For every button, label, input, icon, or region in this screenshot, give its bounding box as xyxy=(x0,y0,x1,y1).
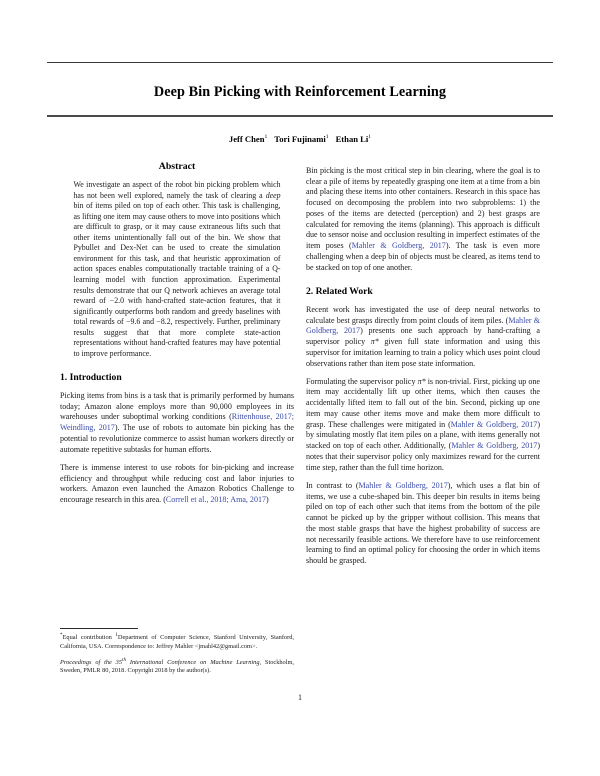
rw-p1-text-c: given full state information and using this supervisor for imitation learning to train a policy which uses point cloud observations rather than item pose state information. xyxy=(306,337,540,368)
footnote-department: Department of Computer Science, Stanford University, Stanford, California, USA. Correspondence to: Jeffrey Mahler <jmahl42@gmail.com>. xyxy=(60,634,294,650)
abstract-emphasis: deep xyxy=(265,190,281,200)
rw-p1-text-b: ) presents one such approach by hand-crafting a supervisor policy xyxy=(306,326,540,347)
related-work-paragraph-3 xyxy=(306,481,540,567)
proceedings-text-b: International Conference on Machine Learning xyxy=(126,659,260,667)
intro-p2-text-a: There is immense interest to use robots for bin-picking and increase efficiency and throughput while reducing cost and labor injuries to workers. Amazon even launched the Amazon Robotics Challenge to encourage research in this area. ( xyxy=(60,462,294,504)
title-rule-top xyxy=(47,62,553,63)
intro-p1-text-a: Picking items from bins is a task that is primarily performed by humans today; Amazon alone employs more than 90,000 employees in its warehouses under suboptimal working conditions ( xyxy=(60,390,294,422)
footnote-asterisk-marker: * xyxy=(60,632,63,638)
title-rule-bottom xyxy=(47,115,553,117)
page-title: Deep Bin Picking with Reinforcement Learning xyxy=(153,84,447,100)
footnote-equal-contribution: Equal contribution xyxy=(62,634,112,642)
citation-mahler-goldberg[interactable]: Mahler & Goldberg, 2017 xyxy=(306,315,540,336)
proceedings-ordinal: th xyxy=(122,656,126,663)
related-work-paragraph-2 xyxy=(306,377,540,474)
citation-mahler-goldberg[interactable]: Mahler & Goldberg, 2017 xyxy=(351,241,446,251)
author-affiliation-marker: 1 xyxy=(368,134,372,141)
abstract-paragraph: We investigate an aspect of the robot bin picking problem which has not been well explored, namely the task of clearing a deep bin of items piled on top of each other. This task is challenging, as lifting one item may cause others to move into positions which are difficult to grasp, or it may cause extraneous lifts such that other items unintentionally fall out of the bin. We show that Pybullet and Dex-Net can be used to create the simulation environment for this task, and that heuristic approximation of action spaces enables computationally tractable training of a Q-learning model with function approximation. Experimental results demonstrate that our Q network achieves an average total reward of −2.0 with hand-crafted state-action features, that it significantly outperforms both random and greedy baselines with total rewards of −9.6 and −8.2, respectively. Further, preliminary results suggest that that more complete state-action representations without hand-crafted features may have potential to improve performance. xyxy=(73,180,281,358)
citation-mahler-goldberg[interactable]: Mahler & Goldberg, 2017 xyxy=(358,480,448,490)
related-work-paragraph-1 xyxy=(306,305,540,369)
author-affiliation-marker: 1 xyxy=(264,134,268,141)
author-name: Jeff Chen xyxy=(228,134,265,144)
citation-rittenhouse-weindling[interactable]: Rittenhouse, 2017; Weindling, 2017 xyxy=(60,412,294,433)
rw-p1-text-a: Recent work has investigated the use of deep neural networks to calculate best grasps directly from point clouds of item piles. ( xyxy=(306,304,540,325)
author-name: Ethan Li xyxy=(335,134,369,144)
proceedings-text-a: Proceedings of the 35 xyxy=(60,659,123,667)
author-list xyxy=(47,134,553,144)
abstract-heading: Abstract xyxy=(158,161,196,172)
intro-p3-text-b: ). The task is even more challenging when a deep bin of objects must be cleared, as items tend to be stacked on top of one another. xyxy=(306,241,541,272)
math-supervisor-policy: π* xyxy=(417,376,426,386)
footnote-affiliation xyxy=(60,632,294,651)
section-heading-related-work: 2. Related Work xyxy=(306,286,373,298)
footnote-dept-marker: 1 xyxy=(115,632,118,638)
author-affiliation-marker: 1 xyxy=(325,134,329,141)
footnote-separator xyxy=(60,628,138,629)
rw-p2-text-a: Formulating the supervisor policy xyxy=(306,376,418,386)
author-name: Tori Fujinami xyxy=(274,134,326,144)
intro-paragraph-2-continued xyxy=(306,166,540,273)
intro-paragraph-2 xyxy=(60,463,294,506)
intro-p3-text-a: Bin picking is the most critical step in bin clearing, where the goal is to clear a pile of items by repeatedly grasping one item at a time from a bin and placing these items into other containers. Research in this space has focused on decomposing the problem into two subproblems: 1) the poses of the items are detected (perception) and 2) best grasps are calculated for removing the items (planning). This approach is difficult due to sensor noise and occlusion resulting in imperfect estimates of the item poses ( xyxy=(306,166,540,251)
intro-p2-text-b: ) xyxy=(266,494,269,504)
section-heading-introduction: 1. Introduction xyxy=(60,372,122,384)
footnote-block xyxy=(60,632,294,682)
abstract-body xyxy=(74,180,281,359)
rw-p3-text-b: ), which uses a flat bin of items, we use a cube-shaped bin. This deeper bin results in items being piled on top of each other such that items from the bottom of the pile cannot be picked up by the gripper without collision. This means that the most stable grasps that have the highest probability of success are not necessarily feasible actions. We therefore have to use reinforcement learning to find an optimal policy for choosing the order in which items should be grasped. xyxy=(306,480,540,565)
page-number: 1 xyxy=(298,693,302,702)
rw-p2-text-c: ) by simulating mostly flat item piles on a plane, with items generally not stacked on top of each other. Additionally, ( xyxy=(306,419,540,451)
math-supervisor-policy: π* xyxy=(370,337,379,347)
proceedings-text-c: , Stockholm, Sweden, PMLR 80, 2018. Copyright 2018 by the author(s). xyxy=(60,659,295,675)
citation-mahler-goldberg[interactable]: Mahler & Goldberg, 2017 xyxy=(450,419,538,429)
column-left xyxy=(60,160,294,513)
intro-paragraph-1 xyxy=(60,391,294,455)
rw-p2-text-d: ) notes that their supervisor policy only maximizes reward for the current time step, rather than the full time horizon. xyxy=(306,441,540,472)
rw-p3-text-a: In contrast to ( xyxy=(306,480,359,490)
citation-correll-ama[interactable]: Correll et al., 2018; Ama, 2017 xyxy=(165,494,267,504)
column-right xyxy=(306,166,540,574)
intro-p1-text-b: ). The use of robots to automate bin picking has the potential to revolutionize commerce to assist human workers directly or automate repetitive subtasks for human efforts. xyxy=(60,423,294,454)
rw-p2-text-b: is non-trivial. First, picking up one item may accidentally lift up other items, which then causes the accidentally lifted item to fall out of the bin. Second, picking up one item may cause other items move and make them more difficult to grasp. These challenges were mitigated in ( xyxy=(306,376,540,429)
citation-mahler-goldberg[interactable]: Mahler & Goldberg, 2017 xyxy=(451,441,538,451)
footnote-proceedings xyxy=(60,657,294,676)
